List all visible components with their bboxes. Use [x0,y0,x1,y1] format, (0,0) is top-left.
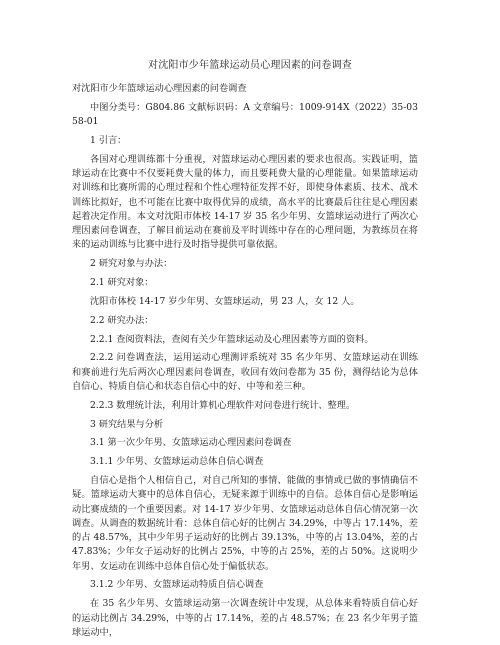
document-body [72,82,418,645]
section-3-1-2-heading: 3.1.2 少年男、女篮球运动特质自信心调查 [90,579,264,591]
section-1-paragraph: 各国对心理训练都十分重视，对篮球运动心理因素的要求也很高。实践证明，篮球运动在比赛中不仅要耗费大量的体力，而且要耗费大量的心理能量。如果篮球运动对训练和比赛所需的心理过程和个性心理特征发挥不好，即使身体素质、技术、战术训练比拟好，也不可能在比赛中取得优异的成绩，高水平的比赛最后往往是心理因素起着决定作用。本文对沈阳市体校 14-17 岁 35 名少年男、女篮球运动进行了两次心理因素问卷调查，了解目前运动在赛前及平时训练中存在的心理问题，为教练员在将来的运动训练与比赛中进行及时指导提供可靠依据。 [72,153,418,251]
document-title: 对沈阳市少年篮球运动员心理因素的问卷调查 [148,60,352,71]
document-subtitle: 对沈阳市少年篮球运动心理因素的问卷调查 [72,83,247,94]
section-2-2-2-paragraph: 2.2.2 问卷调查法，运用运动心理测评系统对 35 名少年男、女篮球运动在训练和赛前进行先后两次心理因素问卷调查，收回有效问卷都为 35 份，测得结论为总体自信心、特质自信心和状态自信心中的好、中等和差三种。 [72,352,418,392]
section-3-1-1-paragraph: 自信心是指个人相信自己，对自己所知的事情、能做的事情或已做的事情确信不疑。篮球运动大赛中的总体自信心，无疑来源于训练中的自信。总体自信心是影响运动比赛成绩的一个重要因素。对 14-17 岁少年男、女篮球运动总体自信心情况第一次调查。从调查的数据统计看：总体自信心好的比例占 34.29%，中等占 17.14%，差的占 48.57%，其中少年男子运动好的比例占 39.13%，中等的占 13.04%，差的占 47.83%；少年女子运动好的比例占 25%，中等的占 25%，差的占 50%。这说明少年男、女运动在训练中总体自信心处于偏低状态。 [72,475,418,572]
section-2-2-1-paragraph: 2.2.1 查阅资料法，查阅有关少年篮球运动及心理因素等方面的资料。 [90,333,374,345]
section-2-heading: 2 研究对象与办法： [90,258,173,270]
section-2-1-paragraph: 沈阳市体校 14-17 岁少年男、女篮球运动，男 23 人，女 12 人。 [90,295,360,307]
section-2-1-heading: 2.1 研究对象： [90,276,154,288]
section-3-1-heading: 3.1 第一次少年男、女篮球运动心理因素问卷调查 [90,437,292,449]
document-meta: 中图分类号：G804.86 文献标识码：A 文章编号：1009-914X（2022）35-0358-01 [72,101,418,128]
section-3-heading: 3 研究结果与分析 [90,418,164,430]
section-3-1-1-heading: 3.1.1 少年男、女篮球运动总体自信心调查 [90,456,264,468]
section-2-2-3-paragraph: 2.2.3 数理统计法，利用计算机心理软件对问卷进行统计、整理。 [90,399,356,411]
section-3-1-2-paragraph: 在 35 名少年男、女篮球运动第一次调查统计中发现，从总体来看特质自信心好的运动比例占 34.29%，中等的占 17.14%，差的占 48.57%；在 23 名少年男子篮球运动中， [72,598,418,638]
section-2-2-heading: 2.2 研究办法： [90,314,154,326]
section-1-heading: 1 引言： [90,134,127,146]
